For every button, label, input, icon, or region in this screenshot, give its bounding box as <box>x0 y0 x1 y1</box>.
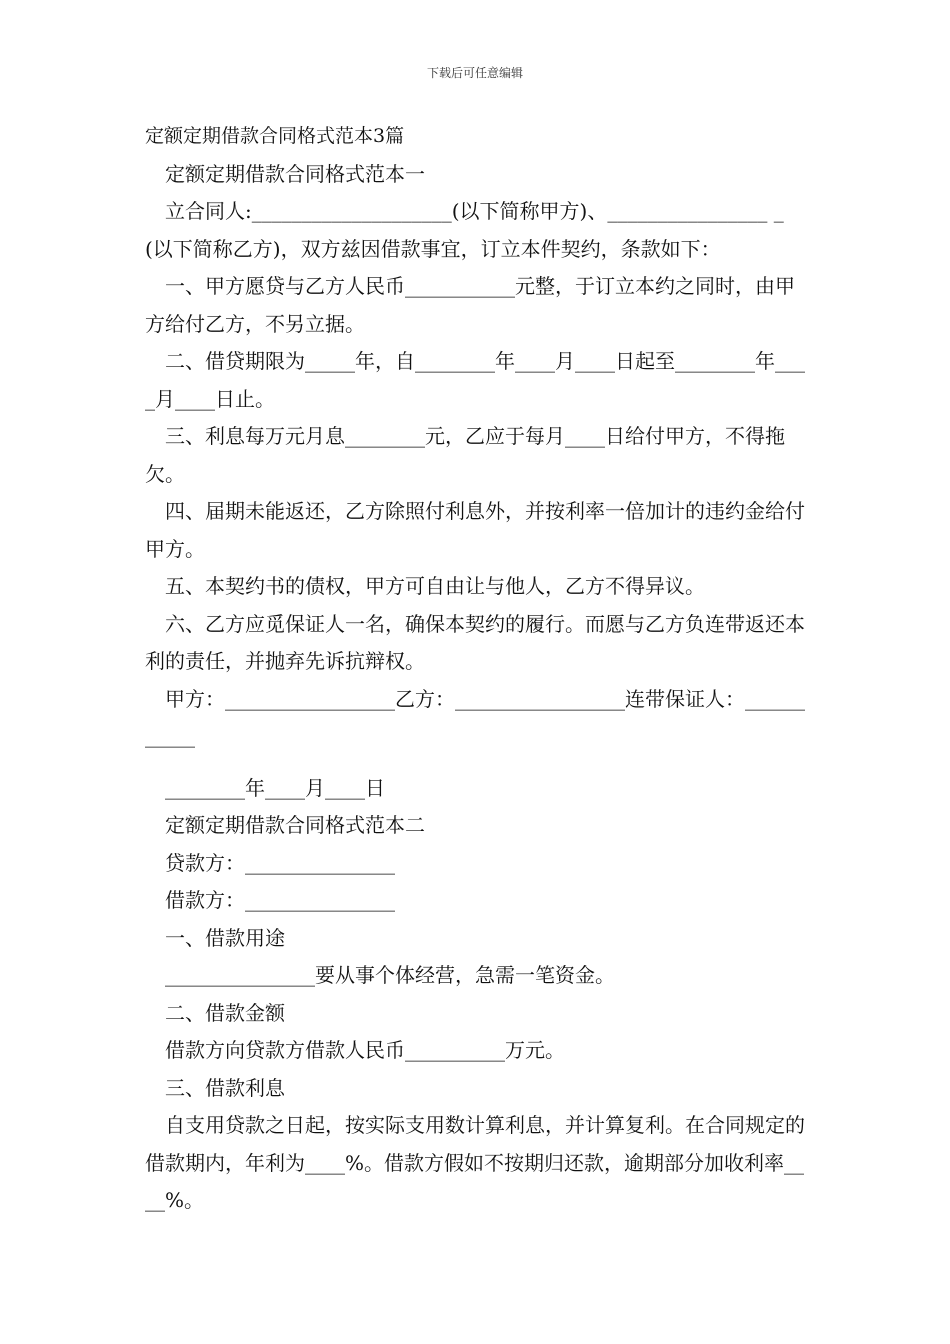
contract-parties-paragraph: 立合同人:____________________(以下简称甲方)、________________ _(以下简称乙方)，双方兹因借款事宜，订立本件契约，条款如下： <box>145 199 784 261</box>
section-title-template-two: 定额定期借款合同格式范本二 <box>145 813 425 837</box>
page-header-note: 下载后可任意编辑 <box>426 66 523 80</box>
heading-loan-interest: 三、借款利息 <box>145 1075 285 1100</box>
loan-interest-text: 自支用贷款之日起，按实际支用数计算利息，并计算复利。在合同规定的借款期内，年利为____%。借款方假如不按期归还款，逾期部分加收利率____%。 <box>145 1113 805 1212</box>
document-body <box>145 118 810 1220</box>
clause-6-guarantor: 六、乙方应觅保证人一名，确保本契约的履行。而愿与乙方负连带返还本利的责任，并抛弃先诉抗辩权。 <box>145 611 805 673</box>
document-title: 定额定期借款合同格式范本3篇 <box>145 125 405 147</box>
heading-loan-amount: 二、借款金额 <box>145 1000 285 1025</box>
date-line: ________年____月____日 <box>145 775 385 800</box>
heading-loan-purpose: 一、借款用途 <box>145 925 285 950</box>
section-title-template-one: 定额定期借款合同格式范本一 <box>145 161 425 186</box>
loan-purpose-text: _______________要从事个体经营，急需一笔资金。 <box>145 963 615 987</box>
clause-3-interest: 三、利息每万元月息________元，乙应于每月____日给付甲方，不得拖欠。 <box>145 424 785 486</box>
clause-2-loan-term: 二、借贷期限为_____年，自________年____月____日起至________年____月____日止。 <box>145 349 805 411</box>
loan-amount-text: 借款方向贷款方借款人民币__________万元。 <box>145 1038 565 1062</box>
clause-5-assignment: 五、本契约书的债权，甲方可自由让与他人，乙方不得异议。 <box>145 574 705 598</box>
clause-4-default-penalty: 四、届期未能返还，乙方除照付利息外，并按利率一倍加计的违约金给付甲方。 <box>145 499 805 561</box>
signature-line: 甲方：_________________乙方：_________________连带保证人：___________ <box>145 686 805 748</box>
borrower-line: 借款方：_______________ <box>145 888 395 912</box>
lender-line: 贷款方：_______________ <box>145 850 395 875</box>
clause-1-loan-amount: 一、甲方愿贷与乙方人民币___________元整，于订立本约之同时，由甲方给付乙方，不另立据。 <box>145 274 795 336</box>
